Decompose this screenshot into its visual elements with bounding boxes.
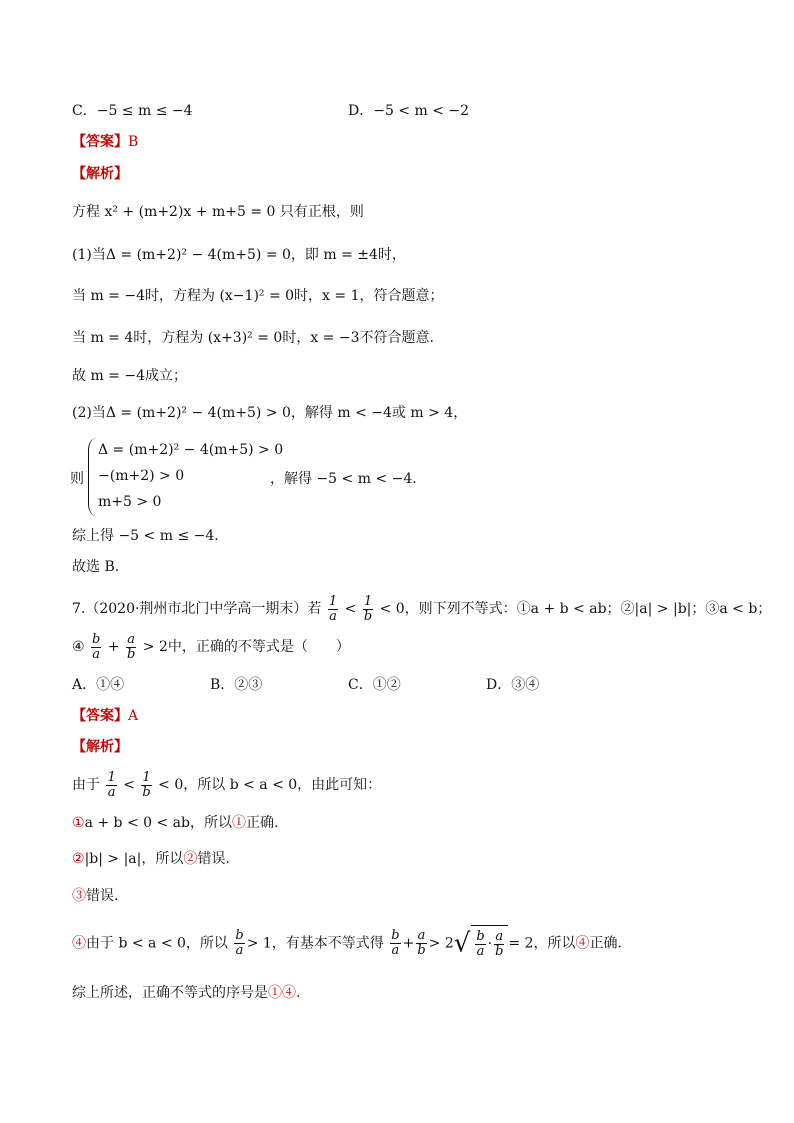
answer-1: [72, 133, 138, 151]
line1-tail: < 0，所以 b < a < 0，由此可知：: [158, 777, 382, 793]
system-row-2: −(m+2) > 0: [98, 468, 185, 484]
option-d: D．−5 < m < −2: [348, 103, 470, 119]
line5-end: 正确.: [589, 935, 622, 952]
line3-end: 错误.: [197, 851, 230, 867]
line4-body: 错误.: [86, 888, 119, 904]
system-then: 则: [70, 471, 84, 487]
q7-prefix: 7.（2020·荆州市北门中学高一期末）若: [72, 601, 322, 617]
fraction-numerator: b: [391, 928, 400, 943]
fraction-denominator: a: [235, 943, 244, 958]
analysis2-summary: [72, 984, 300, 1002]
fraction-denominator: a: [329, 608, 337, 624]
fraction-numerator: 1: [328, 593, 338, 609]
answer-value: A: [128, 708, 139, 724]
fraction-denominator: a: [92, 646, 101, 662]
q7-option-b: B．②③: [210, 677, 263, 693]
fraction-numerator: b: [476, 928, 485, 944]
fraction: [390, 929, 400, 958]
q7-line2-tail: > 2中，正确的不等式是（ ）: [142, 639, 350, 655]
fraction-denominator: b: [142, 784, 151, 800]
lt-sign: <: [123, 777, 135, 793]
answer-value: B: [128, 134, 139, 150]
fraction: [91, 633, 101, 662]
brace-icon: [88, 438, 97, 516]
fraction-numerator: b: [92, 631, 101, 647]
dot: ·: [487, 936, 493, 952]
q7-stem-line2: [72, 630, 350, 664]
sqrt-body: [471, 925, 508, 962]
analysis2-line2: [72, 814, 278, 832]
fraction: [363, 595, 373, 624]
analysis1-case1-b: 当 m = 4时，方程为 (x+3)² = 0时，x = −3不符合题意.: [72, 330, 434, 346]
summary-text: 综上所述，正确不等式的序号是: [72, 985, 268, 1001]
fraction-denominator: b: [126, 646, 136, 662]
line3-body: |b| > |a|，所以: [84, 851, 184, 867]
line2-body: a + b < 0 < ab，所以: [84, 815, 232, 831]
analysis1-case1-c: 故 m = −4成立；: [72, 368, 187, 384]
fraction-numerator: 1: [363, 593, 373, 609]
analysis2-line3: [72, 850, 230, 868]
circled-2: ②: [183, 851, 198, 867]
analysis2-line5: [72, 925, 622, 962]
fraction: [494, 930, 504, 959]
fraction: [234, 929, 244, 958]
circled-1: ①: [231, 815, 246, 831]
circled-1: ①: [72, 815, 85, 831]
q7-stem-line1: [72, 592, 771, 626]
answer-tag: 【答案】: [72, 134, 128, 150]
fraction: [141, 771, 151, 800]
q7-option-c: C．①②: [348, 677, 401, 693]
system-row-3: m+5 > 0: [98, 494, 162, 510]
lt-sign: <: [344, 601, 357, 617]
answer-tag: 【答案】: [72, 708, 128, 724]
fraction-denominator: b: [417, 943, 426, 958]
summary-answer: ①④.: [268, 985, 301, 1001]
plus-sign: +: [402, 935, 415, 952]
analysis1-case1: (1)当Δ = (m+2)² − 4(m+5) = 0，即 m = ±4时，: [72, 247, 406, 263]
analysis2-line1: [72, 768, 381, 802]
fraction: [106, 771, 116, 800]
analysis1-case2: (2)当Δ = (m+2)² − 4(m+5) > 0，解得 m < −4或 m > 4，: [72, 405, 468, 421]
fraction-numerator: 1: [107, 769, 116, 785]
analysis2-line4: [72, 887, 118, 905]
q7-option-d: D．③④: [486, 677, 540, 693]
line5-mid: > 1，有基本不等式得: [246, 935, 384, 952]
eq-two: = 2，所以: [508, 935, 576, 952]
plus-sign: +: [107, 639, 120, 655]
circled-4: ④: [72, 935, 86, 952]
line2-end: 正确.: [245, 815, 279, 831]
analysis-tag-1: 【解析】: [72, 166, 128, 182]
answer-2: [72, 707, 138, 725]
circled-3: ③: [72, 888, 86, 904]
fraction-numerator: 1: [142, 769, 151, 785]
fraction-denominator: a: [391, 943, 400, 958]
fraction-numerator: b: [235, 928, 244, 943]
fraction-denominator: b: [495, 943, 504, 959]
option-c: C．−5 ≤ m ≤ −4: [72, 103, 193, 119]
analysis1-case1-a: 当 m = −4时，方程为 (x−1)² = 0时，x = 1，符合题意；: [72, 288, 444, 304]
fraction: [475, 930, 485, 959]
fraction: [328, 595, 338, 624]
q7-line2-prefix: ④: [72, 639, 85, 655]
system-row-1: Δ = (m+2)² − 4(m+5) > 0: [98, 442, 284, 458]
analysis-tag-2: 【解析】: [72, 739, 128, 755]
fraction-denominator: a: [107, 784, 116, 800]
fraction-numerator: a: [495, 928, 504, 944]
sqrt-icon: √: [453, 928, 471, 959]
analysis1-intro: 方程 x² + (m+2)x + m+5 = 0 只有正根，则: [72, 204, 364, 220]
line1-prefix: 由于: [72, 777, 100, 793]
q7-option-a: A．①④: [72, 677, 125, 693]
fraction-numerator: a: [417, 928, 426, 943]
fraction: [416, 929, 426, 958]
gt-two: > 2: [428, 935, 454, 952]
line5-body: 由于 b < a < 0，所以: [86, 935, 228, 952]
system-result: ，解得 −5 < m < −4.: [270, 471, 417, 487]
analysis1-select: 故选 B.: [72, 559, 120, 575]
circled-2: ②: [72, 851, 85, 867]
analysis1-summary: 综上得 −5 < m ≤ −4.: [72, 528, 219, 544]
fraction: [126, 633, 136, 662]
fraction-denominator: b: [363, 608, 373, 624]
fraction-denominator: a: [476, 943, 485, 959]
q7-cond-tail: < 0，则下列不等式：①a + b < ab；②|a| > |b|；③a < b；: [379, 601, 772, 617]
circled-4: ④: [575, 935, 590, 952]
fraction-numerator: a: [127, 631, 136, 647]
